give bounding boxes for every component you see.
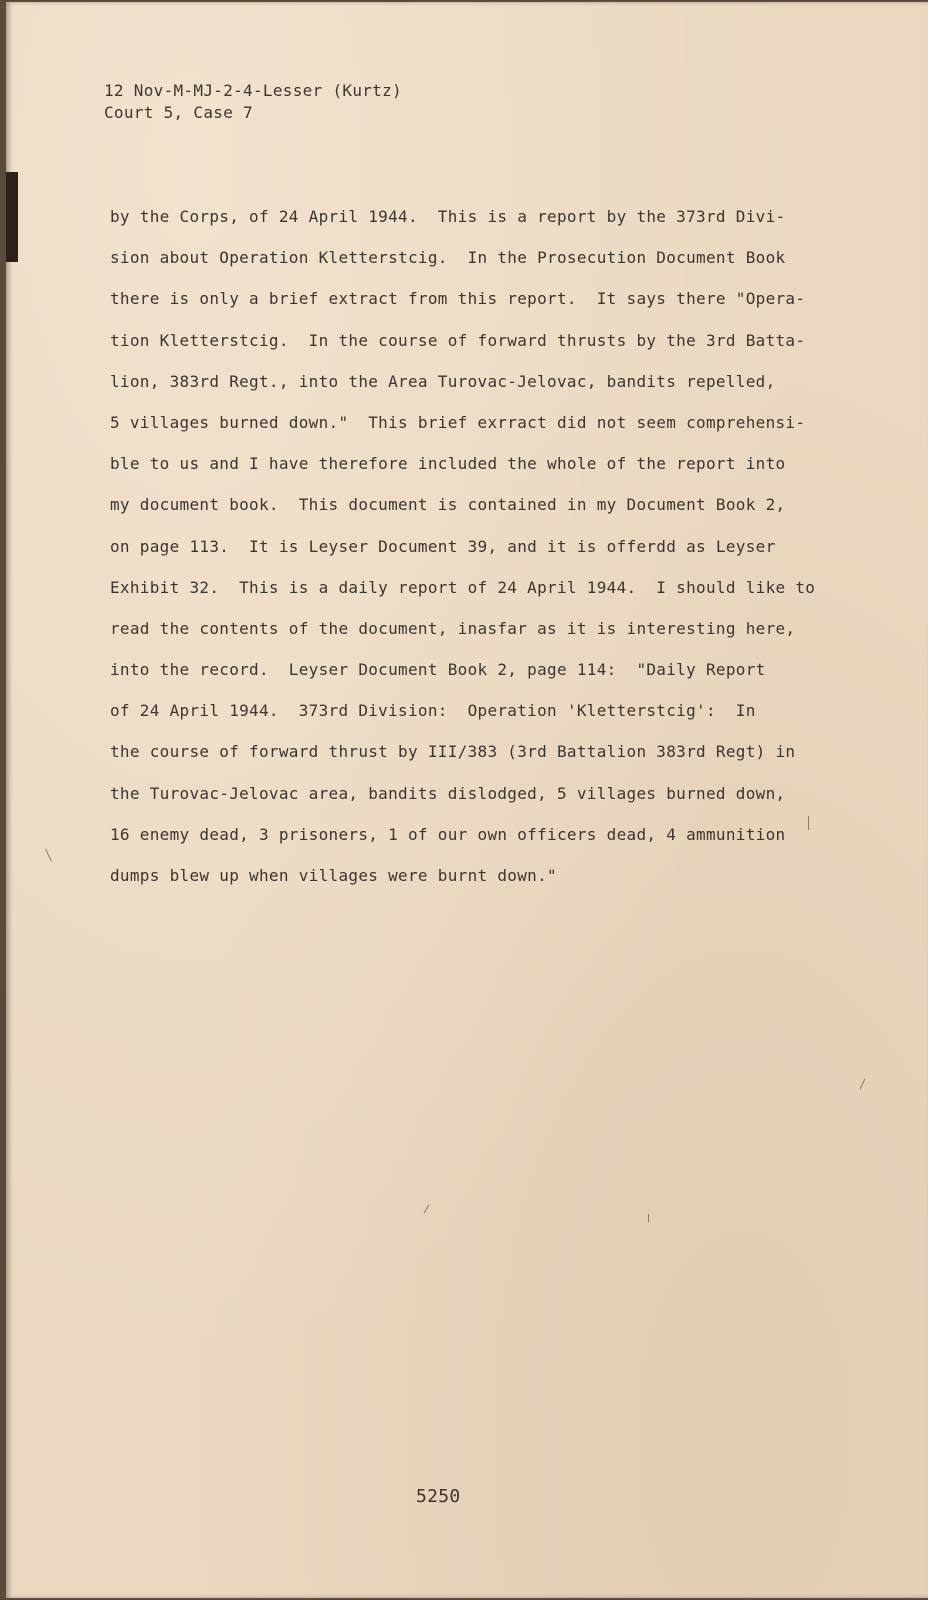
transcript-line: of 24 April 1944. 373rd Division: Operation 'Kletterstcig': In — [110, 701, 756, 721]
transcript-line: ble to us and I have therefore included the whole of the report into — [110, 454, 786, 474]
transcript-line: into the record. Leyser Document Book 2, page 114: "Daily Report — [110, 660, 766, 680]
binding-edge — [6, 172, 18, 262]
paper-mark — [648, 1214, 649, 1222]
transcript-line: the course of forward thrust by III/383 (3rd Battalion 383rd Regt) in — [110, 742, 796, 762]
transcript-line: read the contents of the document, inasfar as it is interesting here, — [110, 618, 796, 638]
transcript-line: dumps blew up when villages were burnt down." — [110, 866, 557, 885]
transcript-line: there is only a brief extract from this report. It says there "Opera- — [110, 289, 806, 309]
paper-mark — [45, 848, 52, 861]
document-header — [104, 80, 402, 124]
paper-mark — [808, 816, 809, 830]
paper-mark — [424, 1204, 430, 1213]
transcript-line: 16 enemy dead, 3 prisoners, 1 of our own officers dead, 4 ammunition — [110, 824, 786, 844]
transcript-line: my document book. This document is contained in my Document Book 2, — [110, 495, 786, 515]
transcript-line: by the Corps, of 24 April 1944. This is a report by the 373rd Divi- — [110, 207, 786, 226]
paper-mark — [860, 1078, 866, 1089]
transcript-line: Exhibit 32. This is a daily report of 24 April 1944. I should like to — [110, 577, 816, 597]
header-reference-line: 12 Nov-M-MJ-2-4-Lesser (Kurtz) — [104, 81, 402, 100]
page-number: 5250 — [416, 1486, 461, 1507]
document-page — [6, 2, 928, 1598]
transcript-body — [110, 196, 830, 896]
transcript-line: sion about Operation Kletterstcig. In the Prosecution Document Book — [110, 248, 786, 268]
transcript-line: the Turovac-Jelovac area, bandits dislodged, 5 villages burned down, — [110, 783, 786, 803]
transcript-line: on page 113. It is Leyser Document 39, and it is offerdd as Leyser — [110, 536, 776, 556]
transcript-line: lion, 383rd Regt., into the Area Turovac-Jelovac, bandits repelled, — [110, 371, 776, 391]
header-court-line: Court 5, Case 7 — [104, 103, 253, 122]
transcript-line: tion Kletterstcig. In the course of forward thrusts by the 3rd Batta- — [110, 330, 806, 350]
transcript-line: 5 villages burned down." This brief exrract did not seem comprehensi- — [110, 412, 806, 432]
